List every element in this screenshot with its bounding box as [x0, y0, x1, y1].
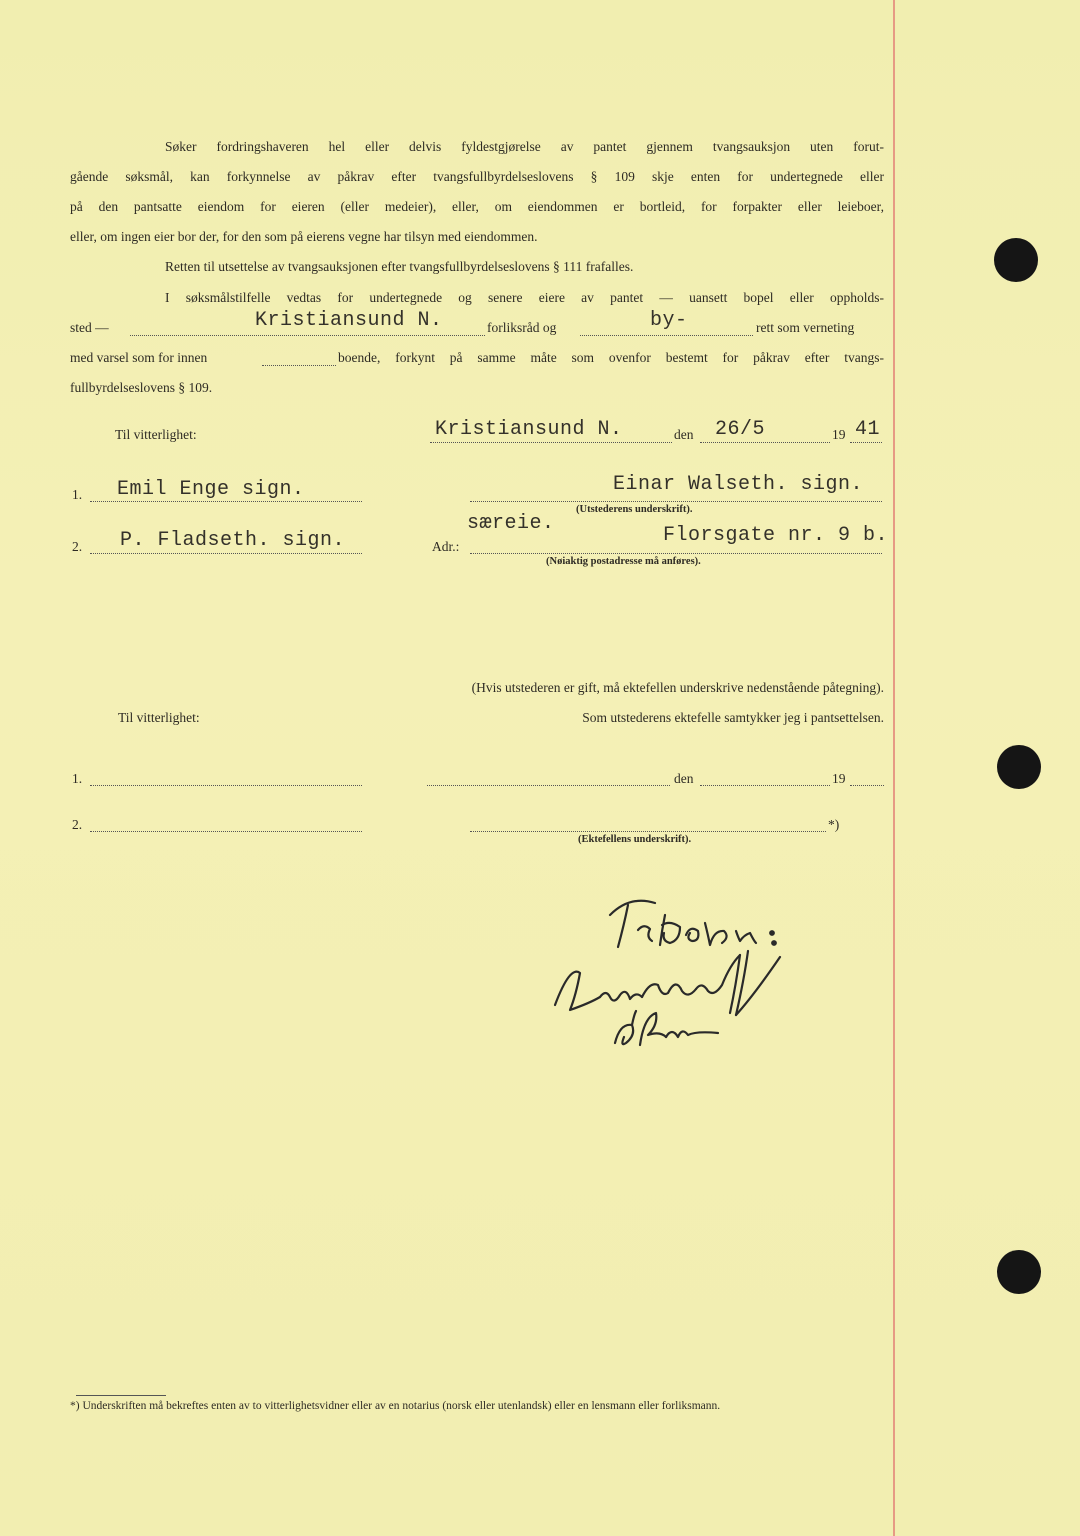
footnote-rule	[76, 1395, 166, 1396]
sted-label: sted —	[70, 320, 109, 335]
binder-hole	[997, 1250, 1041, 1294]
spouse-caption: (Ektefellens underskrift).	[578, 834, 692, 845]
forliksrad-label: forliksråd og	[487, 320, 557, 335]
den-label: den	[674, 771, 694, 786]
issuer-caption: (Utstederens underskrift).	[576, 504, 693, 515]
footnote-mark: *)	[828, 817, 840, 832]
body-line: på den pantsatte eiendom for eieren (eller medeier), eller, om eiendommen er bortleid, for forpakter eller leieboer,	[70, 199, 884, 214]
binder-hole	[994, 238, 1038, 282]
court-value: by-	[650, 309, 688, 332]
margin-rule	[893, 0, 895, 1536]
field-line	[262, 365, 336, 366]
year-value: 41	[855, 418, 881, 441]
body-line: eller, om ingen eier bor der, for den som på eierens vegne har tilsyn med eiendommen.	[70, 229, 538, 244]
til-vitterlighet-label: Til vitterlighet:	[118, 710, 200, 725]
witness-line	[90, 785, 362, 786]
witness-line	[90, 831, 362, 832]
issuer-signature-line	[470, 501, 882, 502]
witness-line	[90, 501, 362, 502]
date-field-line	[700, 442, 830, 443]
spouse-signature-line	[470, 831, 826, 832]
binder-hole	[997, 745, 1041, 789]
place-value: Kristiansund N.	[435, 418, 623, 441]
witness-number: 2.	[72, 539, 83, 554]
footnote-text: *) Underskriften må bekreftes enten av to vitterlighetsvidner eller av en notarius (norsk eller utenlandsk) eller en lensmann eller forliksmann.	[70, 1400, 721, 1412]
address-line	[470, 553, 882, 554]
witness-number: 1.	[72, 771, 83, 786]
witness-number: 1.	[72, 487, 83, 502]
handwritten-certification	[540, 885, 810, 1065]
address-caption: (Nøiaktig postadresse må anføres).	[546, 556, 701, 567]
year-field-line	[850, 442, 882, 443]
spouse-note: (Hvis utstederen er gift, må ektefellen underskrive nedenstående påtegning).	[471, 680, 884, 695]
witness-2-signature: P. Fladseth. sign.	[120, 529, 346, 552]
saereie-note: særeie.	[467, 512, 555, 535]
witness-number: 2.	[72, 817, 83, 832]
date-field-line	[700, 785, 830, 786]
venue-value: Kristiansund N.	[255, 309, 443, 332]
body-line: boende, forkynt på samme måte som ovenfor bestemt for påkrav efter tvangs-	[338, 350, 884, 365]
body-line: Søker fordringshaveren hel eller delvis fyldestgjørelse av pantet gjennem tvangsauksjon uten forut-	[165, 139, 884, 154]
witness-1-signature: Emil Enge sign.	[117, 478, 305, 501]
body-line: med varsel som for innen	[70, 350, 208, 365]
year-prefix: 19	[832, 771, 846, 786]
body-line: Retten til utsettelse av tvangsauksjonen efter tvangsfullbyrdelseslovens § 111 frafalles.	[165, 259, 634, 274]
body-line: I søksmålstilfelle vedtas for undertegnede og senere eiere av pantet — uansett bopel eller oppholds-	[165, 290, 884, 305]
venue-field-line	[130, 335, 485, 336]
year-field-line	[850, 785, 884, 786]
place-field-line	[427, 785, 670, 786]
consent-text: Som utstederens ektefelle samtykker jeg i pantsettelsen.	[582, 710, 884, 725]
body-line: fullbyrdelseslovens § 109.	[70, 380, 213, 395]
year-prefix: 19	[832, 427, 846, 442]
date-value: 26/5	[715, 418, 766, 441]
verneting-label: rett som verneting	[756, 320, 855, 335]
body-line: gående søksmål, kan forkynnelse av påkrav efter tvangsfullbyrdelseslovens § 109 skje enten for undertegnede eller	[70, 169, 884, 184]
issuer-signature: Einar Walseth. sign.	[613, 473, 864, 496]
court-field-line	[580, 335, 753, 336]
address-value: Florsgate nr. 9 b.	[663, 524, 889, 547]
den-label: den	[674, 427, 694, 442]
place-field-line	[430, 442, 672, 443]
address-label: Adr.:	[432, 539, 460, 554]
til-vitterlighet-label: Til vitterlighet:	[115, 427, 197, 442]
witness-line	[90, 553, 362, 554]
